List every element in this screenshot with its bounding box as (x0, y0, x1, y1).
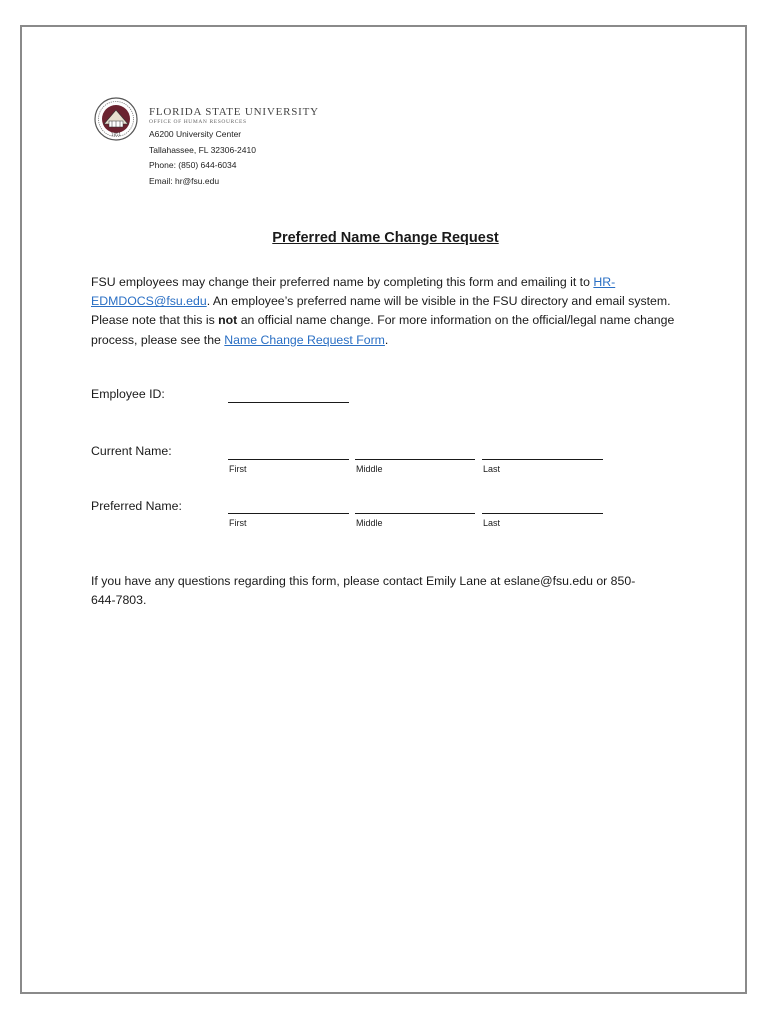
preferred-first-name-field[interactable] (228, 513, 349, 514)
letterhead (149, 106, 319, 189)
university-name: FLORIDA STATE UNIVERSITY (149, 106, 319, 118)
address-line: A6200 University Center (149, 129, 242, 139)
intro-text-1: FSU employees may change their preferred name by completing this form and emailing it to (91, 275, 594, 289)
preferred-first-caption: First (229, 518, 247, 528)
employee-id-label: Employee ID: (91, 387, 165, 401)
intro-text-4: . (384, 332, 389, 347)
phone-line: Phone: (850) 644-6034 (149, 160, 237, 170)
email-line: Email: hr@fsu.edu (149, 175, 220, 186)
intro-text-2: . An employee’s preferred name will be visible in the FSU directory and email system. Please note that this is (91, 294, 671, 328)
current-last-name-field[interactable] (482, 459, 603, 460)
page-title: Preferred Name Change Request (272, 230, 499, 246)
intro-text-3: an official name change. For more information on the official/legal name change process, please see the (91, 313, 675, 347)
preferred-middle-caption: Middle (356, 518, 383, 528)
employee-id-field[interactable] (228, 402, 349, 403)
current-last-caption: Last (483, 464, 501, 474)
contact-paragraph: If you have any questions regarding this form, please contact Emily Lane at eslane@fsu.edu or 850-644-7803. (91, 574, 636, 608)
fsu-seal-logo (94, 97, 138, 141)
intro-bold-not: not (218, 313, 238, 328)
preferred-middle-name-field[interactable] (355, 513, 475, 514)
name-change-form-link[interactable]: Name Change Request Form (224, 332, 385, 347)
preferred-last-caption: Last (483, 518, 501, 528)
current-middle-caption: Middle (356, 464, 383, 474)
preferred-name-label: Preferred Name: (91, 499, 182, 513)
office-name: OFFICE OF HUMAN RESOURCES (149, 119, 247, 125)
current-name-label: Current Name: (91, 444, 172, 458)
city-line: Tallahassee, FL 32306-2410 (149, 144, 256, 155)
document-page (20, 25, 747, 994)
current-middle-name-field[interactable] (355, 459, 475, 460)
hr-email-link[interactable]: HR-EDMDOCS@fsu.edu (91, 275, 616, 309)
current-first-name-field[interactable] (228, 459, 349, 460)
intro-paragraph (91, 273, 691, 350)
preferred-last-name-field[interactable] (482, 513, 603, 514)
svg-text:1851: 1851 (110, 132, 122, 137)
current-first-caption: First (229, 464, 247, 474)
